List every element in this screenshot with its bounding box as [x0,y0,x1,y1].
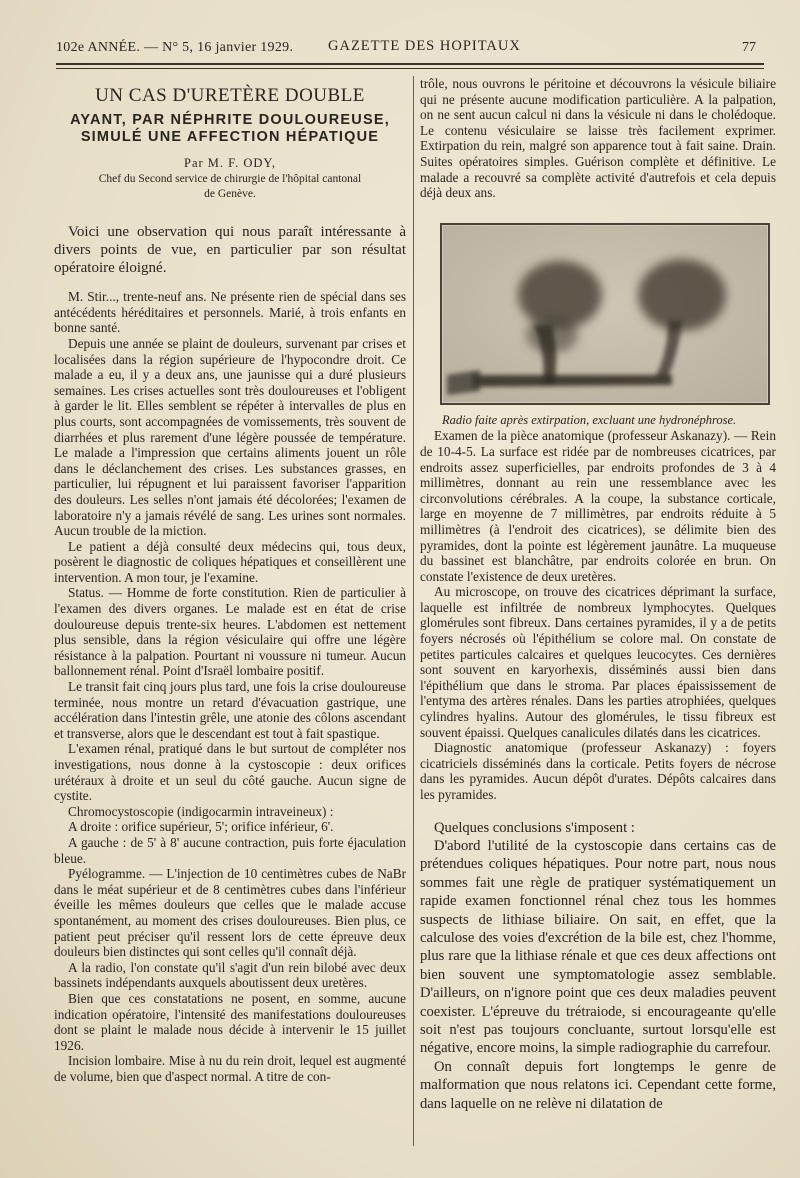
paragraph: A droite : orifice supérieur, 5'; orifice inférieur, 6'. [68,819,334,835]
paragraph: Diagnostic anatomique (professeur Askanazy) : foyers cicatriciels disséminés dans la corticale. Petits foyers de nécrose dans les pyramides. Aucun dépôt d'urates. Dépôts calcaires dans les pyramides. [420,740,776,802]
paragraph: Bien que ces constatations ne posent, en somme, aucune indication opératoire, l'intensité des manifestations douloureuses dont se plaint le malade nous décide à intervenir le 15 juillet 1926. [54,990,406,1053]
author-affiliation-1: Chef du Second service de chirurgie de l'hôpital cantonal [98,173,362,186]
article-title: UN CAS D'URETÈRE DOUBLE [95,85,365,106]
author-line: Par M. F. ODY, [184,155,276,170]
paragraph: Incision lombaire. Mise à nu du rein droit, lequel est augmenté de volume, bien que d'aspect normal. A titre de con- [54,1053,406,1084]
paragraph: Status. — Homme de forte constitution. Rien de particulier à l'examen des divers organes. Le malade est en état de crise douloureuse depuis trente-six heures. L'abdomen est nettement plus sensible, dans la région vésiculaire qui offre une légère résistance à la palpation. Pourtant ni voussure ni tumeur. Aucun ballonnement rénal. Point d'Israël lombaire positif. [54,585,406,679]
paragraph: Le patient a déjà consulté deux médecins qui, tous deux, posèrent le diagnostic de coliques hépatiques et conseillèrent une intervention. A mon tour, je l'examine. [54,538,406,585]
paragraph: L'examen rénal, pratiqué dans le but surtout de compléter nos investigations, nous donne à la cystoscopie : deux orifices urétéraux à droite et un seul du côté gauche. Aucun signe de cystite. [54,741,406,804]
paragraph: A la radio, l'on constate qu'il s'agit d'un rein bilobé avec deux bassinets indépendants auxquels aboutissent deux uretères. [54,959,406,991]
paragraph: M. Stir..., trente-neuf ans. Ne présente rien de spécial dans ses antécédents héréditaires et personnels. Marié, à trois enfants en bonne santé. [54,289,406,336]
paragraph: Pyélogramme. — L'injection de 10 centimètres cubes de NaBr dans le méat supérieur et de 8 centimètres cubes dans l'inférieur éveille les mêmes douleurs que celles que le malade accuse spontanément, au moment des crises douloureuses. Bien plus, ce patient peut préciser qu'il ressent lors de cette épreuve deux douleurs bien distinctes qui sont celles qu'il connaît déjà. [54,866,406,960]
article-subtitle-2: SIMULÉ UNE AFFECTION HÉPATIQUE [80,128,380,145]
left-column [54,84,406,1084]
conclusions-section [420,819,776,1114]
issue-info: 102e ANNÉE. — N° 5, 16 janvier 1929. [56,40,294,55]
paragraph: Depuis une année se plaint de douleurs, survenant par crises et localisées dans la région supérieure de l'hypocondre droit. Ce malade a eu, il y a deux ans, une jaunisse qui a duré plusieurs semaines. Les crises actuelles sont très douloureuses et l'obligent à garder le lit. Elles semblent se répéter à intervalles de plus en plus courts, sont accompagnées de vomissements, très souvent de diarrhées et plus rarement d'une légère poussée de température. Le malade a l'impression que certains aliments jouent un rôle dans le déclanchement des crises. Les substances grasses, en particulier, lui répugnent et lui paraissent favoriser l'apparition des douleurs. Les selles n'ont jamais été décolorées; l'examen de laboratoire n'y a jamais révélé de sang. Les urines sont normales. Aucun trouble de la miction. [54,335,406,539]
paragraph: Le transit fait cinq jours plus tard, une fois la crise douloureuse terminée, nous montre un retard d'évacuation gastrique, une accélération dans l'intestin grêle, une atonie des côlons ascendant et transverse, alors que le descendant est tout à fait spastique. [54,679,406,741]
paragraph: Au microscope, on trouve des cicatrices déprimant la surface, laquelle est infiltrée de nombreux lymphocytes. Quelques glomérules sont fibreux. Dans certaines pyramides, il y a de petits foyers nécrosés où l'épithélium se colore mal. On constate de petites particules calcaires et quelques leucocytes. Ces dernières sont souvent en karyorhexis, disséminés aussi bien dans l'épithélium que dans le stroma. Par places épaississement de l'entyma des artères rénales. Dans les parties atrophiées, quelques cylindres hyalins. Autour des glomérules, le tissu fibreux est souvent épaissi. Quelques canalicules dilatés dans les cicatrices. [420,584,776,740]
paragraph: On connaît depuis fort longtemps le genre de malformation que nous relatons ici. Cependant cette forme, dans laquelle on ne relève ni dilatation de [420,1058,776,1112]
page-header [56,38,770,60]
page-number: 77 [742,40,756,55]
column-divider [413,76,414,1146]
header-rule-thin [56,68,764,69]
author-affiliation-2: de Genève. [204,188,256,201]
paragraph: Examen de la pièce anatomique (professeur Askanazy). — Rein de 10-4-5. La surface est ridée par de nombreuses cicatrices, par endroits assez superficielles, par endroits profondes de 3 à 4 millimètres, donnant au rein une ressemblance avec les circonvolutions cérébrales. A la coupe, la substance corticale, large en moyenne de 7 millimètres, par endroits réduite à 5 millimètres (à l'endroit des cicatrices), se délimite bien des pyramides, dont la pointe est légèrement jaunâtre. La muqueuse du bassinet est blanchâtre, par endroits colorée en brun. On constate l'existence de deux uretères. [420,428,776,584]
conclusions-heading: Quelques conclusions s'imposent : [434,819,635,836]
radiograph-figure [440,223,770,405]
article-subtitle-1: AYANT, PAR NÉPHRITE DOULOUREUSE, [70,111,390,128]
paragraph: Chromocystoscopie (indigocarmin intraveineux) : [68,803,334,819]
journal-title: GAZETTE DES HOPITAUX [328,38,521,54]
paragraph: A gauche : de 5' à 8' aucune contraction, puis forte éjaculation bleue. [54,834,406,866]
paragraph: trôle, nous ouvrons le péritoine et découvrons la vésicule biliaire qui ne présente aucune modification particulière. A la palpation, on ne sent aucun calcul ni dans la vésicule ni dans le cholédoque. Le contenu vésiculaire se laisse très facilement exprimer. Extirpation du rein, malgré son apparence tout à fait saine. Drain. Suites opératoires simples. Guérison complète et définitive. Le malade a recouvré sa complète activité d'autrefois et cela depuis déjà deux ans. [420,76,776,201]
header-rule-thick [56,63,764,65]
article-intro [54,223,406,277]
intro-paragraph: Voici une observation qui nous paraît intéressante à divers points de vue, en particulier par son résultat opératoire éloigné. [54,224,406,277]
figure-caption: Radio faite après extirpation, excluant une hydronéphrose. [442,412,737,427]
right-column [420,76,776,1113]
paragraph: D'abord l'utilité de la cystoscopie dans certains cas de prétendues coliques hépatiques. Pour notre part, nous nous sommes fait une règle de pratiquer systématiquement un rapide examen fonctionnel rénal chez tous les hommes suspects de lithiase biliaire. On sait, en effet, que la calculose des voies d'excrétion de la bile est, chez l'homme, plus rare que la lithiase rénale et que ces deux affections ont bien souvent une symptomatologie assez semblable. D'ailleurs, on n'ignore point que ces deux maladies peuvent coexister. L'épreuve du trétraiode, si encourageante qu'elle soit n'est pas toujours concluante, surtout lorsqu'elle est négative, encore moins, la simple radiographie du carrefour. [420,838,776,1057]
radiograph-image [442,225,768,403]
